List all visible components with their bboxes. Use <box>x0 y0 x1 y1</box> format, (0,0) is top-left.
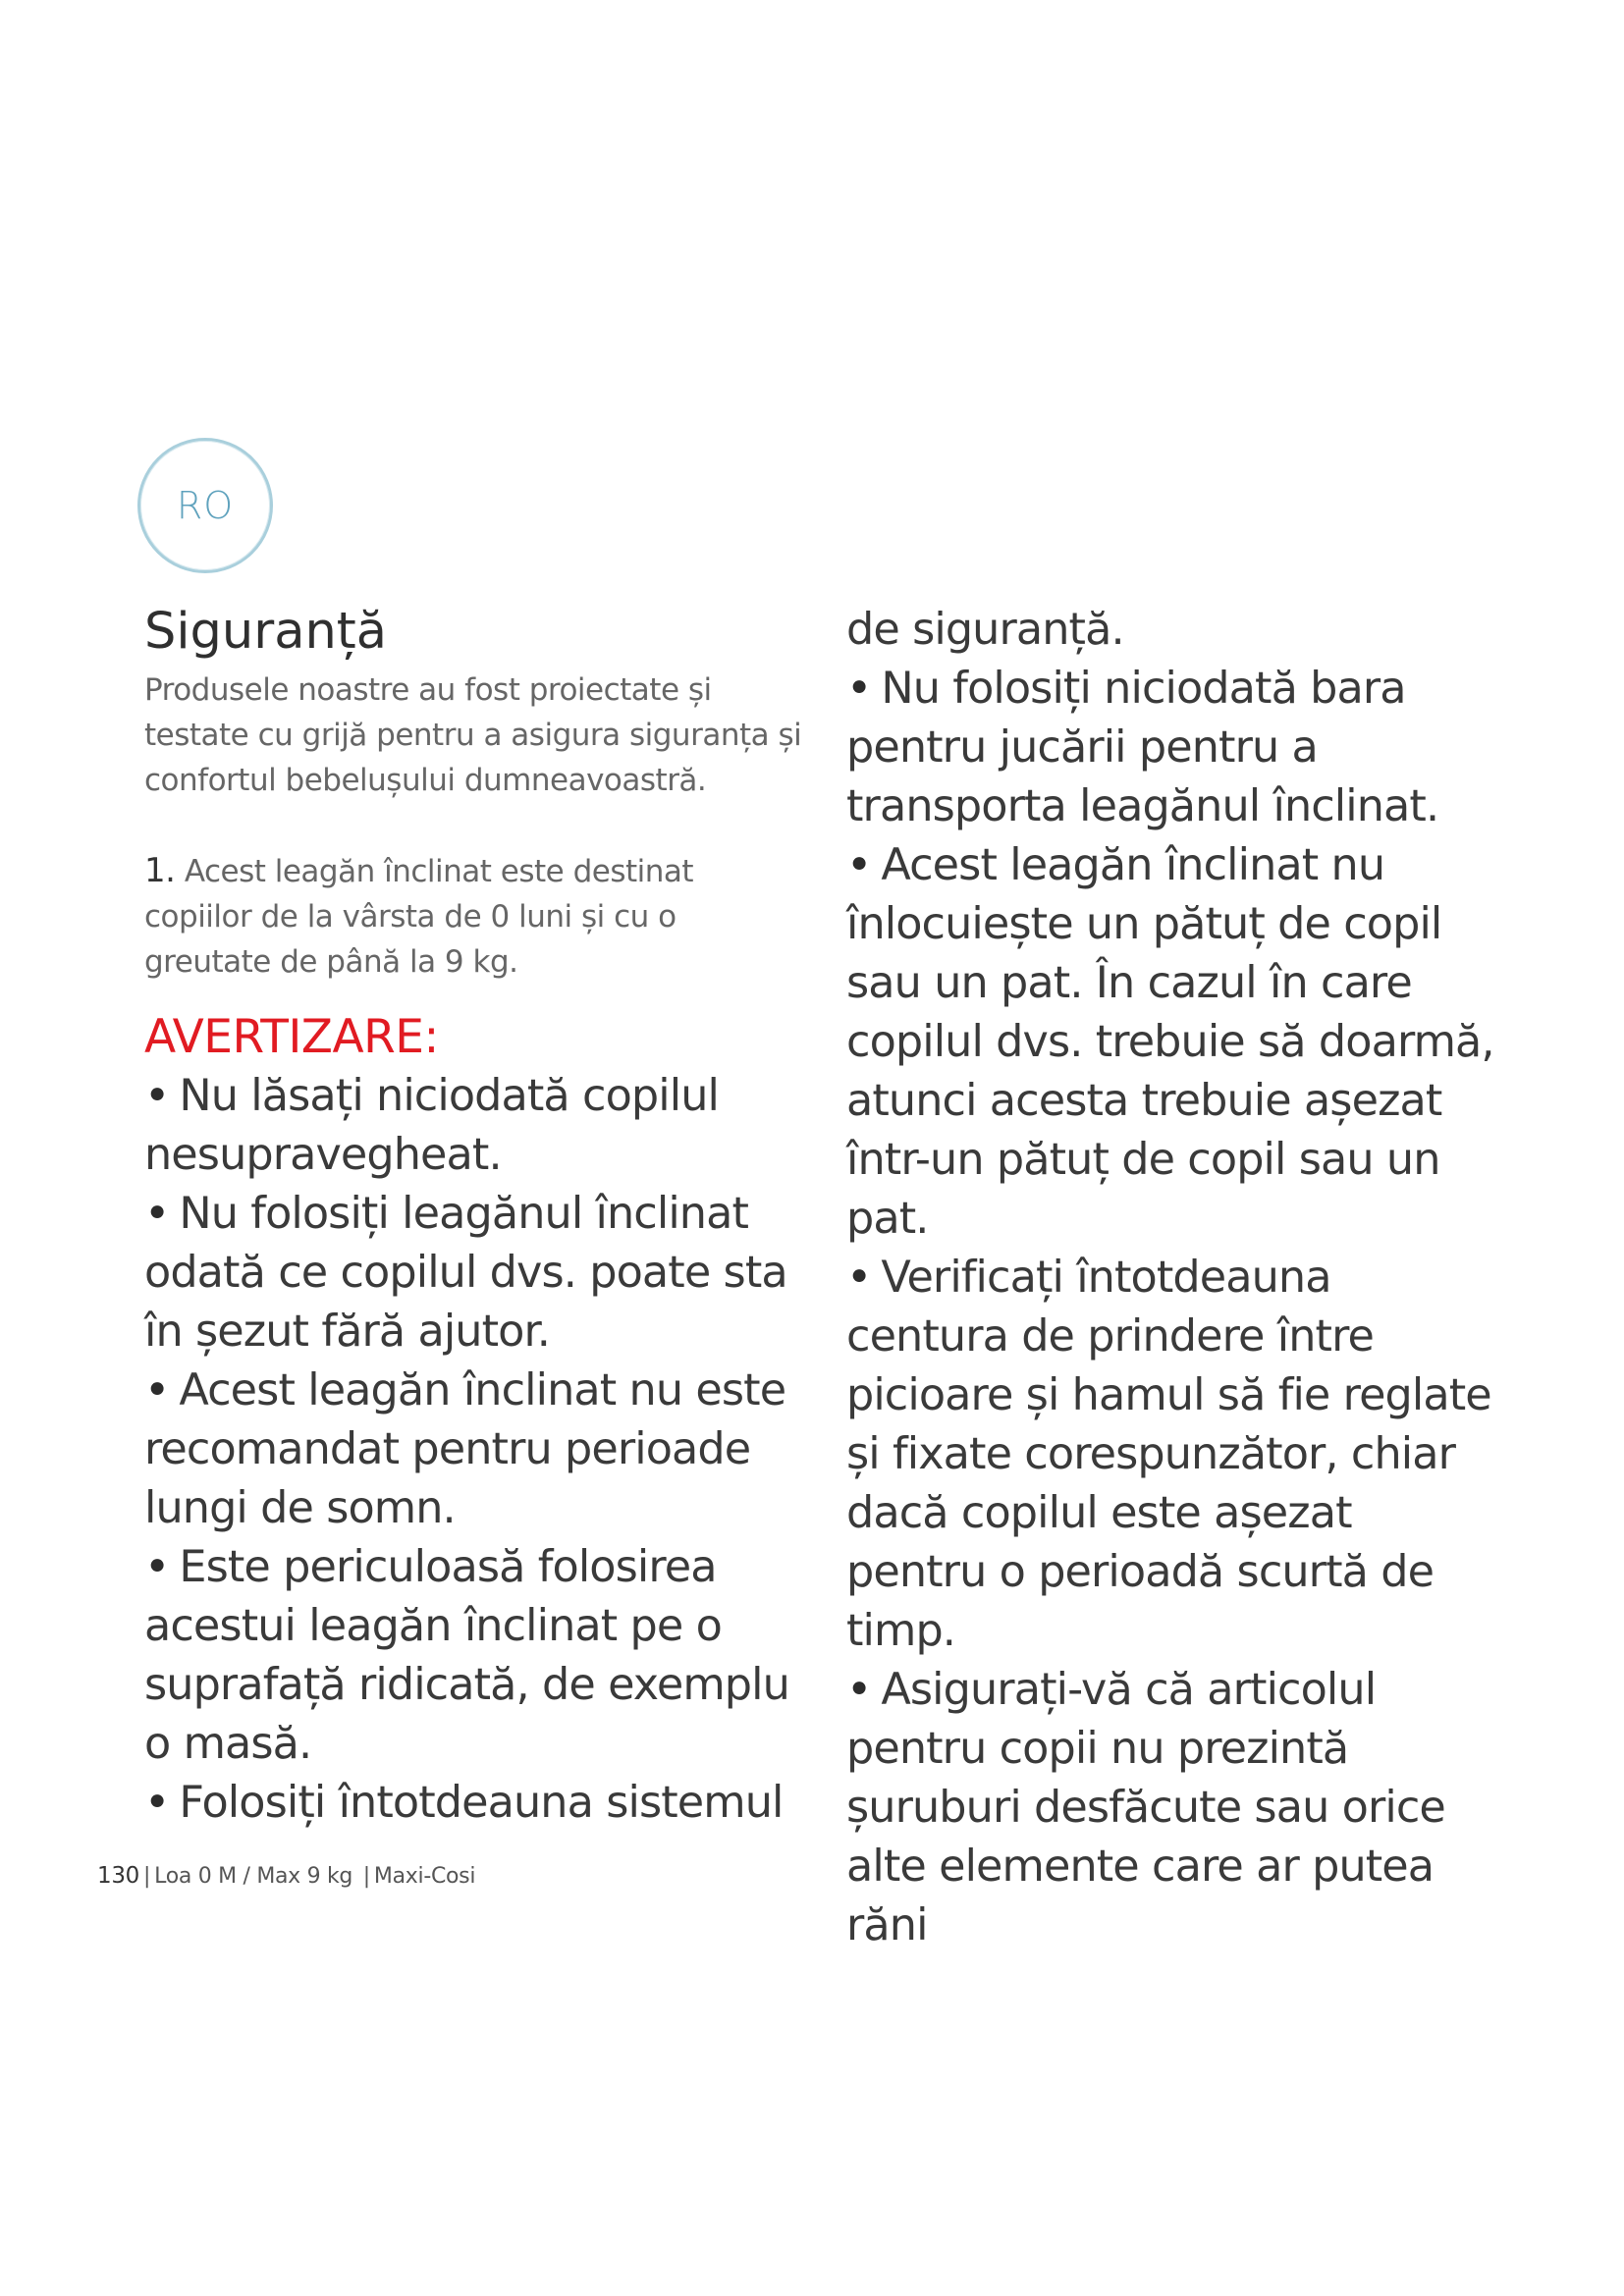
numbered-point <box>144 848 802 985</box>
bullet-icon: • <box>144 1778 170 1828</box>
bullet-icon: • <box>144 1365 170 1415</box>
warning-item: • Acest leagăn înclinat nu este recomandat pentru perioade lungi de somn. <box>144 1365 786 1533</box>
warning-item: • Nu lăsați niciodată copilul nesupravegheat. <box>144 1071 719 1180</box>
bullet-icon: • <box>144 1189 170 1239</box>
bullet-icon: • <box>144 1542 170 1592</box>
point-number: 1. <box>144 851 176 890</box>
warning-title: AVERTIZARE: <box>144 1010 439 1064</box>
intro-paragraph: Produsele noastre au fost proiectate și testate cu grijă pentru a asigura siguranța și confortul bebelușului dumneavoastră. <box>144 672 802 798</box>
bullet-icon: • <box>846 1665 872 1715</box>
bullet-icon: • <box>846 840 872 890</box>
divider: | <box>362 1864 370 1889</box>
warning-list-left <box>144 1067 802 1833</box>
warning-item-continuation: de siguranță. <box>846 605 1124 655</box>
bullet-icon: • <box>846 1253 872 1303</box>
bullet-icon: • <box>846 664 872 714</box>
point-text: Acest leagăn înclinat este destinat copiilor de la vârsta de 0 luni și cu o greutate de până la 9 kg. <box>144 854 694 980</box>
page-number: 130 <box>97 1863 139 1889</box>
left-column <box>144 601 802 1833</box>
product-spec: / Max 9 kg <box>243 1864 353 1889</box>
warning-item: • Folosiți întotdeauna sistemul <box>144 1778 784 1828</box>
language-code: RO <box>176 484 235 527</box>
warning-item: • Asigurați-vă că articolul pentru copii nu prezintă șuruburi desfăcute sau orice alte elemente care ar putea răni <box>846 1665 1445 1950</box>
right-column <box>846 601 1494 1955</box>
page-footer <box>97 1863 475 1889</box>
warning-item: • Verificați întotdeauna centura de prindere între picioare și hamul să fie reglate și fixate corespunzător, chiar dacă copilul este așezat pentru o perioadă scurtă de timp. <box>846 1253 1491 1656</box>
product-name: Loa 0 M <box>154 1864 237 1889</box>
divider: | <box>143 1864 151 1889</box>
section-heading: Siguranță <box>144 603 388 661</box>
warning-item: • Este periculoasă folosirea acestui leagăn înclinat pe o suprafață ridicată, de exemplu o masă. <box>144 1542 789 1769</box>
brand-name: Maxi-Cosi <box>373 1864 476 1889</box>
language-badge <box>137 438 273 573</box>
warning-item: • Acest leagăn înclinat nu înlocuiește un pătuț de copil sau un pat. În cazul în care copilul dvs. trebuie să doarmă, atunci acesta trebuie așezat într-un pătuț de copil sau un pat. <box>846 840 1494 1244</box>
warning-item: • Nu folosiți leagănul înclinat odată ce copilul dvs. poate sta în șezut fără ajutor. <box>144 1189 787 1357</box>
warning-item: • Nu folosiți niciodată bara pentru jucării pentru a transporta leagănul înclinat. <box>846 664 1439 831</box>
bullet-icon: • <box>144 1071 170 1121</box>
warning-list-right <box>846 601 1494 1955</box>
